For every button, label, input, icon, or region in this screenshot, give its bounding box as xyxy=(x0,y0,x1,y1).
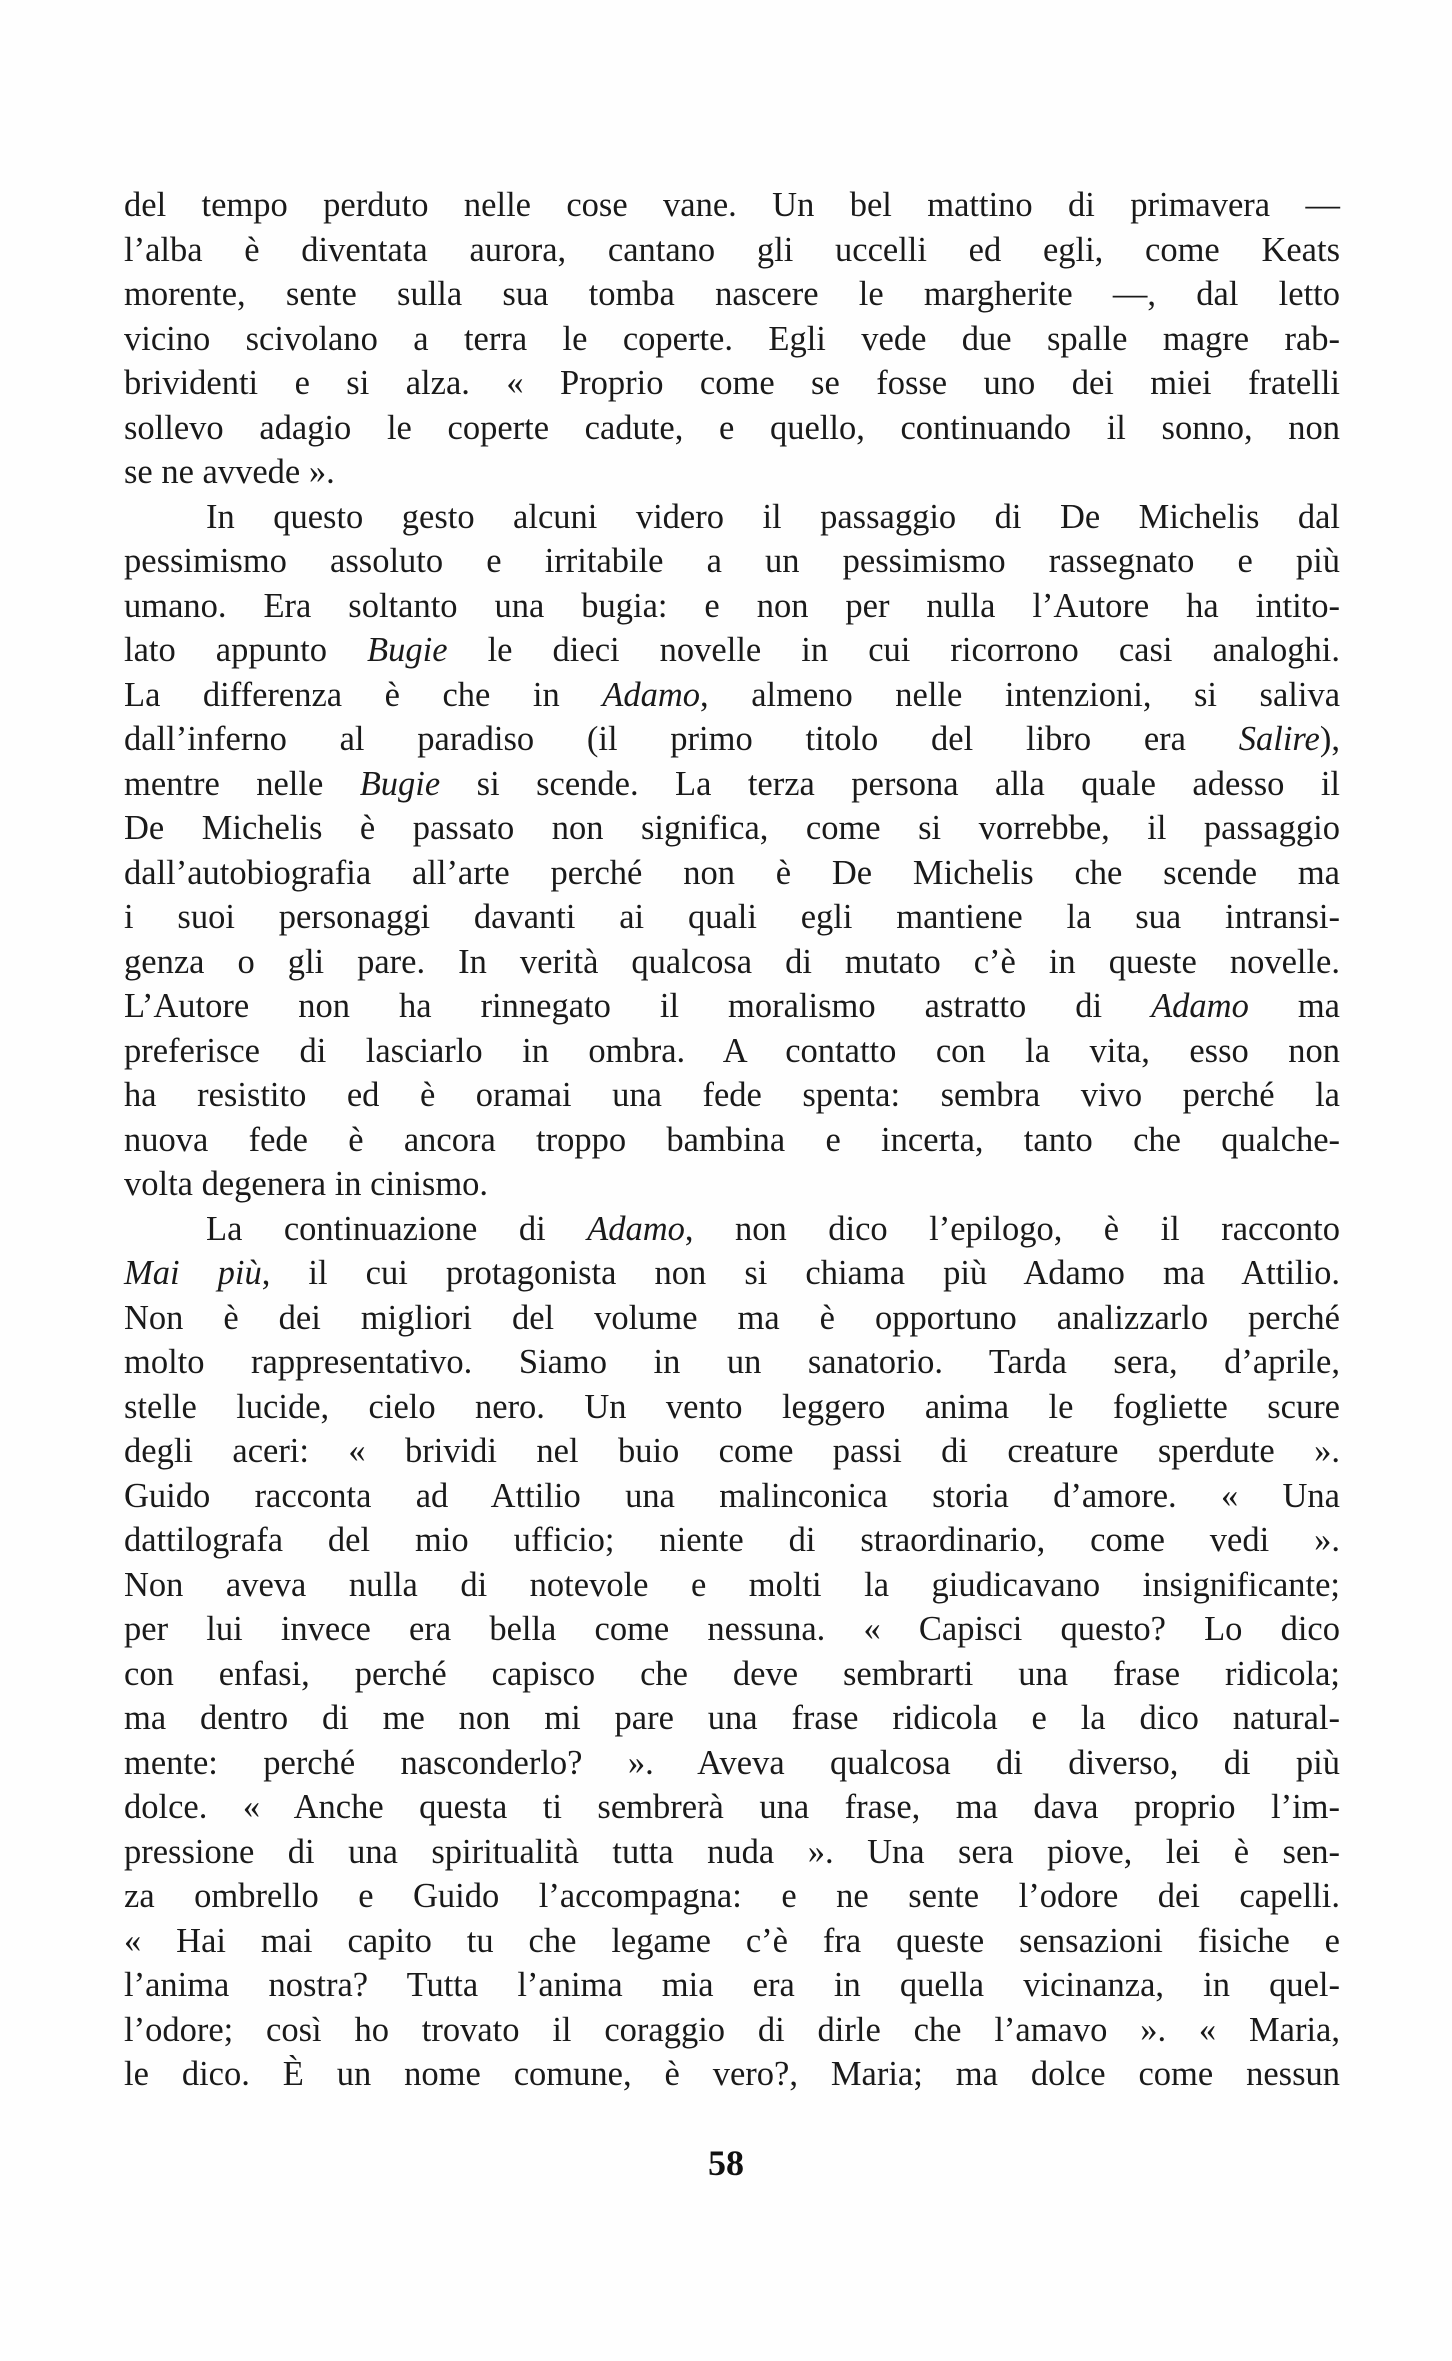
text-line xyxy=(124,1162,1340,1207)
text-line xyxy=(124,1429,1340,1474)
text-run: con enfasi, perché capisco che deve sembrarti una frase ridicola; xyxy=(124,1654,1340,1693)
text-run: dolce. « Anche questa ti sembrerà una frase, ma dava proprio l’im- xyxy=(124,1788,1340,1826)
text-line xyxy=(124,495,1340,540)
text-run: pessimismo assoluto e irritabile a un pessimismo rassegnato e più xyxy=(124,542,1340,580)
text-run: nuova fede è ancora troppo bambina e incerta, tanto che qualche- xyxy=(124,1120,1340,1159)
text-run: La continuazione di xyxy=(206,1209,588,1248)
text-run: La differenza è che in xyxy=(124,675,603,714)
italic-title: Salire xyxy=(1238,720,1320,758)
text-run: brividenti e si alza. « Proprio come se fosse uno dei miei fratelli xyxy=(124,364,1340,402)
text-line xyxy=(124,1207,1340,1252)
text-run: za ombrello e Guido l’accompagna: e ne sente l’odore dei capelli. xyxy=(124,1877,1340,1915)
text-run: si scende. La terza persona alla quale adesso il xyxy=(440,764,1340,803)
text-run: , non dico l’epilogo, è il racconto xyxy=(684,1209,1340,1248)
text-run: umano. Era soltanto una bugia: e non per nulla l’Autore ha intito- xyxy=(124,586,1340,625)
text-line xyxy=(124,895,1340,940)
text-run: L’Autore non ha rinnegato il moralismo astratto di xyxy=(124,987,1152,1025)
text-run: ), xyxy=(1319,720,1340,758)
text-run: le dico. È un nome comune, è vero?, Maria; ma dolce come nessun xyxy=(124,2055,1340,2093)
text-run: per lui invece era bella come nessuna. « Capisci questo? Lo dico xyxy=(124,1610,1340,1648)
text-line xyxy=(124,1785,1340,1830)
italic-title: Mai più xyxy=(124,1254,262,1292)
text-line xyxy=(124,1251,1340,1296)
text-line xyxy=(124,584,1340,629)
text-run: volta degenera in cinismo. xyxy=(124,1165,489,1203)
text-run: Guido racconta ad Attilio una malinconica storia d’amore. « Una xyxy=(124,1476,1340,1515)
paragraph xyxy=(124,183,1340,495)
text-run: dall’inferno al paradiso (il primo titolo del libro era xyxy=(124,720,1239,758)
text-run: morente, sente sulla sua tomba nascere le margherite —, dal letto xyxy=(124,275,1340,313)
text-line xyxy=(124,228,1340,273)
text-line xyxy=(124,851,1340,896)
text-line xyxy=(124,1296,1340,1341)
text-run: l’anima nostra? Tutta l’anima mia era in quella vicinanza, in quel- xyxy=(124,1966,1340,2004)
text-line xyxy=(124,450,1340,495)
text-run: preferisce di lasciarlo in ombra. A contatto con la vita, esso non xyxy=(124,1031,1340,1070)
text-line xyxy=(124,717,1340,762)
italic-title: Bugie xyxy=(367,631,448,669)
text-run: stelle lucide, cielo nero. Un vento leggero anima le fogliette scure xyxy=(124,1387,1340,1426)
text-run: dall’autobiografia all’arte perché non è De Michelis che scende ma xyxy=(124,853,1340,892)
body-text-column xyxy=(124,183,1340,2097)
text-run: « Hai mai capito tu che legame c’è fra queste sensazioni fisiche e xyxy=(124,1921,1340,1960)
text-line xyxy=(124,806,1340,851)
text-line xyxy=(124,1340,1340,1385)
text-line xyxy=(124,1874,1340,1919)
text-run: mente: perché nasconderlo? ». Aveva qualcosa di diverso, di più xyxy=(124,1743,1340,1782)
text-line xyxy=(124,1830,1340,1875)
text-line xyxy=(124,1474,1340,1519)
paragraph xyxy=(124,495,1340,1207)
text-line xyxy=(124,539,1340,584)
text-run: le dieci novelle in cui ricorrono casi analoghi. xyxy=(447,631,1340,669)
text-line xyxy=(124,673,1340,718)
text-run: degli aceri: « brividi nel buio come passi di creature sperdute ». xyxy=(124,1432,1340,1470)
text-line xyxy=(124,984,1340,1029)
text-run: ha resistito ed è oramai una fede spenta: sembra vivo perché la xyxy=(124,1076,1340,1114)
text-line xyxy=(124,1073,1340,1118)
text-line xyxy=(124,272,1340,317)
text-line xyxy=(124,940,1340,985)
text-run: Non è dei migliori del volume ma è opportuno analizzarlo perché xyxy=(124,1298,1340,1337)
text-run: l’alba è diventata aurora, cantano gli uccelli ed egli, come Keats xyxy=(124,230,1340,269)
page-number: 58 xyxy=(708,2143,744,2183)
text-line xyxy=(124,1118,1340,1163)
italic-title: Adamo xyxy=(1151,987,1249,1025)
text-run: se ne avvede ». xyxy=(124,453,335,491)
italic-title: Adamo xyxy=(587,1209,685,1248)
text-line xyxy=(124,1741,1340,1786)
text-line xyxy=(124,1029,1340,1074)
text-run: In questo gesto alcuni videro il passaggio di De Michelis dal xyxy=(206,497,1340,536)
text-line xyxy=(124,1919,1340,1964)
text-run: Non aveva nulla di notevole e molti la giudicavano insignificante; xyxy=(124,1565,1340,1604)
italic-title: Bugie xyxy=(359,764,441,803)
text-run: De Michelis è passato non significa, come si vorrebbe, il passaggio xyxy=(124,809,1340,847)
text-line xyxy=(124,406,1340,451)
text-line xyxy=(124,1385,1340,1430)
text-run: pressione di una spiritualità tutta nuda ». Una sera piove, lei è sen- xyxy=(124,1832,1340,1871)
text-run: vicino scivolano a terra le coperte. Egli vede due spalle magre rab- xyxy=(124,319,1340,358)
text-run: lato appunto xyxy=(124,631,368,669)
text-line xyxy=(124,2052,1340,2097)
text-run: , almeno nelle intenzioni, si saliva xyxy=(700,675,1341,714)
text-line xyxy=(124,317,1340,362)
text-run: ma dentro di me non mi pare una frase ridicola e la dico natural- xyxy=(124,1699,1340,1737)
text-line xyxy=(124,2008,1340,2053)
text-run: , il cui protagonista non si chiama più Adamo ma Attilio. xyxy=(261,1254,1340,1292)
text-run: genza o gli pare. In verità qualcosa di mutato c’è in queste novelle. xyxy=(124,942,1340,981)
text-line xyxy=(124,183,1340,228)
text-run: dattilografa del mio ufficio; niente di straordinario, come vedi ». xyxy=(124,1521,1340,1559)
text-run: del tempo perduto nelle cose vane. Un bel mattino di primavera — xyxy=(124,186,1340,224)
text-run: molto rappresentativo. Siamo in un sanatorio. Tarda sera, d’aprile, xyxy=(124,1343,1340,1381)
text-line xyxy=(124,1518,1340,1563)
italic-title: Adamo xyxy=(602,675,701,714)
text-line xyxy=(124,1963,1340,2008)
text-run: i suoi personaggi davanti ai quali egli mantiene la sua intransi- xyxy=(124,898,1340,936)
text-line xyxy=(124,628,1340,673)
text-run: ma xyxy=(1248,987,1340,1025)
text-line xyxy=(124,361,1340,406)
paragraph xyxy=(124,1207,1340,2097)
text-run: sollevo adagio le coperte cadute, e quello, continuando il sonno, non xyxy=(124,408,1340,447)
text-line xyxy=(124,1652,1340,1697)
text-line xyxy=(124,1696,1340,1741)
text-run: l’odore; così ho trovato il coraggio di dirle che l’amavo ». « Maria, xyxy=(124,2010,1340,2049)
text-line xyxy=(124,1563,1340,1608)
text-line xyxy=(124,1607,1340,1652)
text-run: mentre nelle xyxy=(124,764,360,803)
text-line xyxy=(124,762,1340,807)
